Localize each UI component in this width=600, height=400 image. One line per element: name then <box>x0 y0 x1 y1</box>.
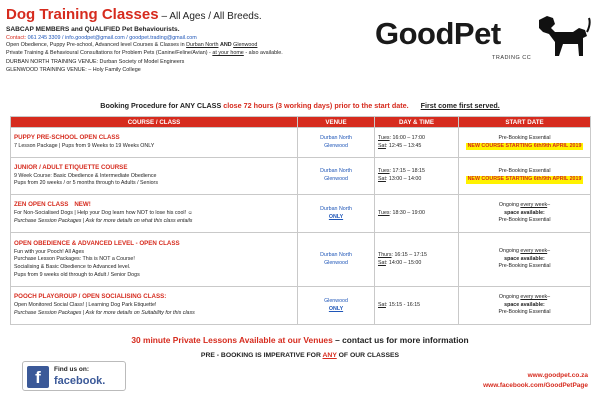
goodpet-logo <box>375 10 590 70</box>
title-subtitle: – All Ages / All Breeds. <box>161 11 262 22</box>
facebook-wordmark: facebook. <box>54 375 106 387</box>
logo-name: GoodPet <box>375 16 501 51</box>
header-start-date: START DATE <box>459 117 591 128</box>
course-name: PUPPY PRE-SCHOOL OPEN CLASS <box>14 134 120 142</box>
contact-value[interactable]: 061 245 3309 / info.goodpet@gmail.com / goodpet.trading@gmail.com <box>27 35 197 41</box>
day-time-cell: Sat: 15:15 - 16:15 <box>375 287 459 325</box>
start-date-cell: Pre-Booking Essential NEW COURSE STARTING 6th/9th APRIL 2019 <box>459 158 591 195</box>
private-lessons-line: 30 minute Private Lessons Available at our Venues – contact us for more information <box>131 335 469 345</box>
course-cell <box>11 195 298 233</box>
course-desc: 7 Lesson Package | Pups from 9 Weeks to 19 Weeks ONLY <box>14 143 155 150</box>
web-links <box>483 371 588 391</box>
booking-procedure: Booking Procedure for ANY CLASS close 72 hours (3 working days) prior to the start date. First come first served. <box>100 101 500 110</box>
start-date-cell: Ongoing every week– space available: Pre-Booking Essential <box>459 233 591 287</box>
facebook-page-link[interactable]: www.facebook.com/GoodPetPage <box>483 382 588 390</box>
glenwood-venue-line: GLENWOOD TRAINING VENUE: – Holy Family College <box>6 67 141 74</box>
table-row <box>11 287 591 325</box>
header <box>6 6 366 75</box>
contact-label: Contact: <box>6 35 27 41</box>
dog-icon <box>533 12 591 62</box>
course-desc: Purchase Session Packages | Ask for more details on what this class entails <box>14 217 193 224</box>
new-course-highlight: NEW COURSE STARTING 6th/9th APRIL 2019 <box>467 142 582 149</box>
facebook-badge[interactable] <box>22 361 126 391</box>
header-course: COURSE / CLASS <box>11 117 298 128</box>
course-cell <box>11 233 298 287</box>
new-badge: NEW! <box>74 201 91 209</box>
venue-cell: Durban North Glenwood <box>298 158 375 195</box>
header-day-time: DAY & TIME <box>375 117 459 128</box>
start-date-cell: Ongoing every week– space available: Pre-Booking Essential <box>459 195 591 233</box>
day-time-cell: Tues: 16:00 – 17:00 Sat: 12:45 – 13:45 <box>375 128 459 158</box>
day-time-cell: Tues: 17:15 – 18:15 Sat: 13:00 – 14:00 <box>375 158 459 195</box>
new-course-highlight: NEW COURSE STARTING 6th/9th APRIL 2019 <box>467 176 582 182</box>
course-desc: For Non-Socialised Dogs | Help your Dog learn how NOT to lose his cool! ☺ <box>14 210 193 217</box>
course-desc: 9 Week Course: Basic Obedience & Intermediate Obedience <box>14 172 157 179</box>
course-name: JUNIOR / ADULT ETIQUETTE COURSE <box>14 163 128 171</box>
course-desc: Purchase Lesson Packages: This is NOT a Course! <box>14 256 135 263</box>
course-desc: Pups from 20 weeks / or 5 months through to Adults / Seniors <box>14 180 158 187</box>
logo-tag: TRADING CC <box>492 55 532 61</box>
prebook-line: PRE - BOOKING IS IMPERATIVE FOR ANY OF OUR CLASSES <box>200 352 400 359</box>
table-header-row <box>11 117 591 128</box>
course-name: ZEN OPEN CLASS <box>14 201 69 209</box>
course-cell <box>11 158 298 195</box>
day-time-cell: Thurs: 16:15 – 17:15 Sat: 14:00 – 15:00 <box>375 233 459 287</box>
course-desc: Pups from 9 weeks old through to Adult / Senior Dogs <box>14 271 140 278</box>
table-row <box>11 158 591 195</box>
schedule-table <box>10 116 591 325</box>
course-cell <box>11 287 298 325</box>
venue-cell: Durban North Glenwood <box>298 233 375 287</box>
venue-cell: Glenwood ONLY <box>298 287 375 325</box>
header-venue: VENUE <box>298 117 375 128</box>
venue-cell: Durban North Glenwood <box>298 128 375 158</box>
durban-venue-line: DURBAN NORTH TRAINING VENUE: Durban Society of Model Engineers <box>6 58 185 65</box>
website-link[interactable]: www.goodpet.co.za <box>527 372 588 379</box>
facebook-icon: f <box>27 366 49 388</box>
course-desc: Fun with your Pooch! All Ages <box>14 248 85 255</box>
course-name: POOCH PLAYGROUP / OPEN SOCIALISING CLASS: <box>14 293 167 301</box>
page-title <box>6 6 366 23</box>
facebook-find-text: Find us on: <box>54 366 90 373</box>
course-desc: Open Monitored Social Class! | Learning Dog Park Etiquette! <box>14 302 157 309</box>
course-desc: Purchase Session Packages | Ask for more details on Suitability for this class <box>14 309 195 316</box>
table-row <box>11 195 591 233</box>
services-line: Open Obedience, Puppy Pre-school, Advanced level Courses & Classes in Durban North AND Glenwood <box>6 42 258 48</box>
title-text: Dog Training Classes <box>6 6 159 23</box>
start-date-cell: Ongoing every week– space available: Pre-Booking Essential <box>459 287 591 325</box>
table-row <box>11 128 591 158</box>
private-training-line: Private Training & Behavioural Consultations for Problem Pets (Canine/Feline/Avian) - at your home - also available. <box>6 50 283 57</box>
day-time-cell: Tues: 18:30 – 19:00 <box>375 195 459 233</box>
start-date-cell: Pre-Booking Essential NEW COURSE STARTING 6th/9th APRIL 2019 <box>459 128 591 158</box>
venue-cell: Durban North ONLY <box>298 195 375 233</box>
table-row <box>11 233 591 287</box>
course-desc: Socialising & Basic Obedience to Advanced level. <box>14 263 131 270</box>
sabcap-line: SABCAP MEMBERS and QUALIFIED Pet Behaviourists. <box>6 26 180 33</box>
course-cell <box>11 128 298 158</box>
course-name: OPEN OBEDIENCE & ADVANCED LEVEL - OPEN CLASS <box>14 239 180 247</box>
